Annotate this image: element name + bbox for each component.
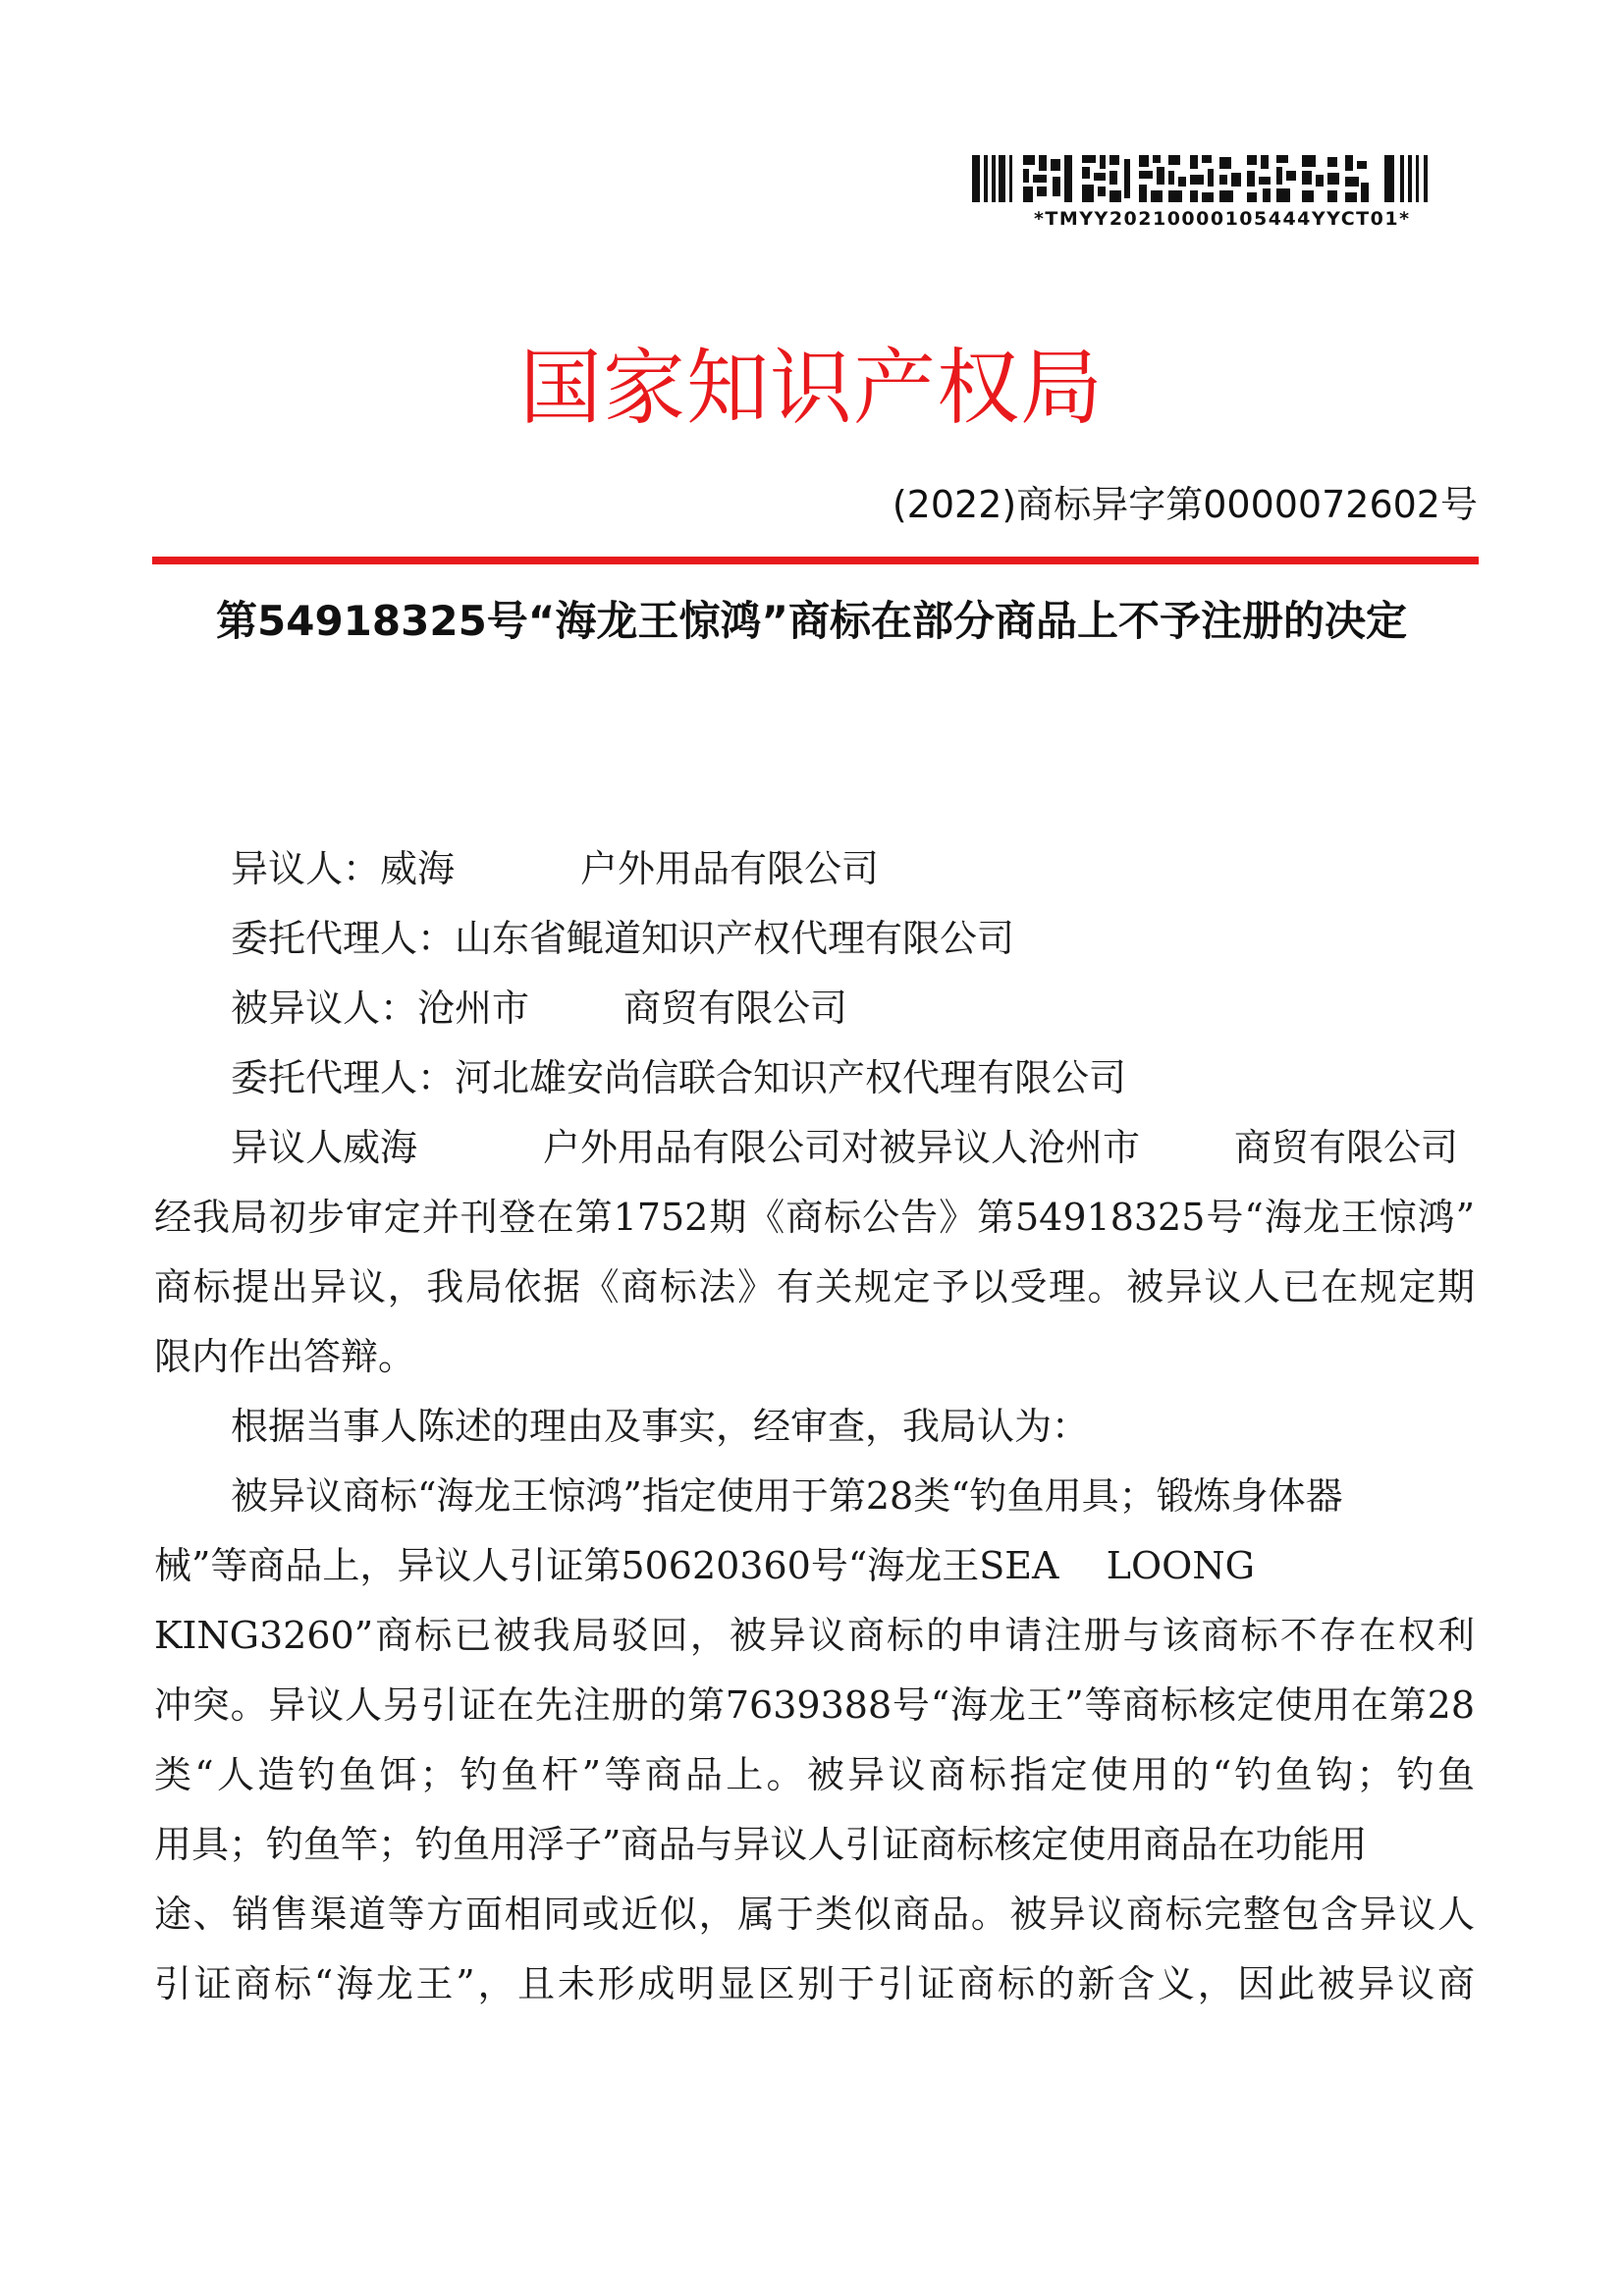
paragraph-line: 被异议商标“海龙王惊鸿”指定使用于第28类“钓鱼用具；锻炼身体器	[231, 1474, 1343, 1518]
opponent-name-suffix: 户外用品有限公司	[580, 847, 880, 890]
paragraph-line: 途、销售渠道等方面相同或近似，属于类似商品。被异议商标完整包含异议人	[154, 1893, 1475, 1936]
barcode-number: *TMYY20210000105444YYCT01*	[1034, 208, 1411, 230]
respondent-agent-name: 河北雄安尚信联合知识产权代理有限公司	[455, 1056, 1127, 1099]
para1-text-b: 户外用品有限公司对被异议人沧州市	[543, 1126, 1141, 1169]
opponent-agent-name: 山东省鲲道知识产权代理有限公司	[455, 917, 1015, 960]
paragraph-line	[154, 1113, 1475, 1183]
opponent-label: 异议人：	[231, 847, 381, 890]
paragraph-line: 冲突。异议人另引证在先注册的第7639388号“海龙王”等商标核定使用在第28	[154, 1683, 1475, 1727]
paragraph-line: 械”等商品上，异议人引证第50620360号“海龙王SEA LOONG	[154, 1544, 1255, 1587]
document-number: (2022)商标异字第0000072602号	[892, 483, 1478, 526]
paragraph-line: KING3260”商标已被我局驳回，被异议商标的申请注册与该商标不存在权利	[154, 1614, 1475, 1657]
paragraph-line: 引证商标“海龙王”，且未形成明显区别于引证商标的新含义，因此被异议商	[154, 1962, 1475, 2005]
red-divider-line	[152, 557, 1479, 564]
respondent-agent-label: 委托代理人：	[231, 1056, 456, 1099]
paragraph-line: 类“人造钓鱼饵；钓鱼杆”等商品上。被异议商标指定使用的“钓鱼钩；钓鱼	[154, 1753, 1475, 1796]
respondent-agent-line	[154, 1043, 1475, 1113]
document-body	[154, 834, 1475, 2019]
document-barcode	[957, 145, 1473, 243]
paragraph-line: 限内作出答辩。	[154, 1335, 416, 1378]
respondent-line	[154, 974, 1475, 1043]
barcode-graphic	[972, 153, 1434, 204]
paragraph-line: 根据当事人陈述的理由及事实，经审查，我局认为：	[231, 1405, 1090, 1448]
respondent-label: 被异议人：	[231, 987, 418, 1030]
para1-text-c: 商贸有限公司	[1234, 1126, 1459, 1169]
respondent-name-prefix: 沧州市	[417, 987, 530, 1030]
issuing-agency: 国家知识产权局	[518, 340, 1104, 436]
paragraph-line: 经我局初步审定并刊登在第1752期《商标公告》第54918325号“海龙王惊鸿”	[154, 1196, 1475, 1239]
opponent-line	[154, 834, 1475, 904]
paragraph-line: 用具；钓鱼竿；钓鱼用浮子”商品与异议人引证商标核定使用商品在功能用	[154, 1823, 1368, 1866]
document-title: 第54918325号“海龙王惊鸿”商标在部分商品上不予注册的决定	[216, 597, 1407, 645]
para1-text-a: 异议人威海	[231, 1126, 418, 1169]
paragraph-line: 商标提出异议，我局依据《商标法》有关规定予以受理。被异议人已在规定期	[154, 1265, 1475, 1308]
opponent-agent-label: 委托代理人：	[231, 917, 456, 960]
respondent-name-suffix: 商贸有限公司	[623, 987, 848, 1030]
opponent-agent-line	[154, 904, 1475, 974]
opponent-name-prefix: 威海	[380, 847, 456, 890]
